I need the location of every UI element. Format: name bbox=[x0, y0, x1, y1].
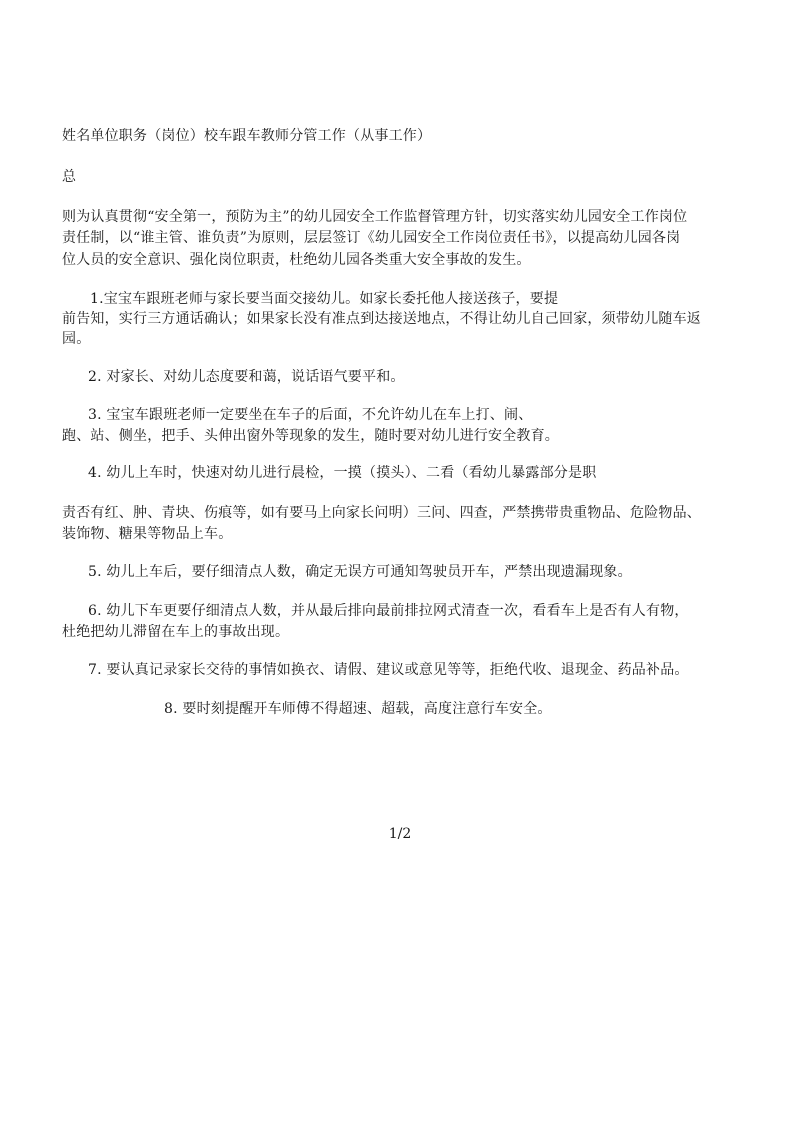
intro-line: 则为认真贯彻“安全第一，预防为主”的幼儿园安全工作监督管理方针，切实落实幼儿园安全工作岗位 bbox=[62, 209, 688, 225]
item-line: 4. 幼儿上车时，快速对幼儿进行晨检，一摸（摸头）、二看（看幼儿暴露部分是职 bbox=[88, 465, 597, 481]
intro-line: 位人员的安全意识、强化岗位职责，杜绝幼儿园各类重大安全事故的发生。 bbox=[62, 252, 531, 268]
item-line: 2. 对家长、对幼儿态度要和蔼，说话语气要平和。 bbox=[88, 369, 405, 385]
section-heading: 总 bbox=[62, 169, 77, 185]
item-line: 责否有红、肿、青块、伤痕等，如有要马上向家长问明）三问、四查，严禁携带贵重物品、危险物品、 bbox=[62, 505, 701, 521]
item-line: 6. 幼儿下车更要仔细清点人数，并从最后排向最前排拉网式清查一次，看看车上是否有人有物， bbox=[88, 603, 689, 619]
page-number: 1/2 bbox=[388, 826, 412, 842]
item-line: 3. 宝宝车跟班老师一定要坐在车子的后面，不允许幼儿在车上打、闹、 bbox=[88, 407, 533, 423]
item-line: 园。 bbox=[62, 331, 91, 347]
item-line: 装饰物、糖果等物品上车。 bbox=[62, 526, 233, 542]
item-line: 前告知，实行三方通话确认；如果家长没有准点到达接送地点，不得让幼儿自己回家，须带幼儿随车返 bbox=[62, 311, 701, 327]
item-line: 7. 要认真记录家长交待的事情如换衣、请假、建议或意见等等，拒绝代收、退现金、药品补品。 bbox=[88, 662, 689, 678]
item-line: 1.宝宝车跟班老师与家长要当面交接幼儿。如家长委托他人接送孩子，要提 bbox=[90, 291, 559, 307]
item-line: 跑、站、侧坐，把手、头伸出窗外等现象的发生，随时要对幼儿进行安全教育。 bbox=[62, 428, 559, 444]
intro-line: 责任制，以“谁主管、谁负责”为原则，层层签订《幼儿园安全工作岗位责任书》，以提高幼儿园各岗 bbox=[62, 230, 681, 246]
item-line: 5. 幼儿上车后，要仔细清点人数，确定无误方可通知驾驶员开车，严禁出现遗漏现象。 bbox=[88, 564, 632, 580]
header-fields: 姓名单位职务（岗位）校车跟车教师分管工作（从事工作） bbox=[62, 128, 432, 144]
item-line: 杜绝把幼儿滞留在车上的事故出现。 bbox=[62, 624, 290, 640]
item-line: 8. 要时刻提醒开车师傅不得超速、超载，高度注意行车安全。 bbox=[164, 701, 552, 717]
